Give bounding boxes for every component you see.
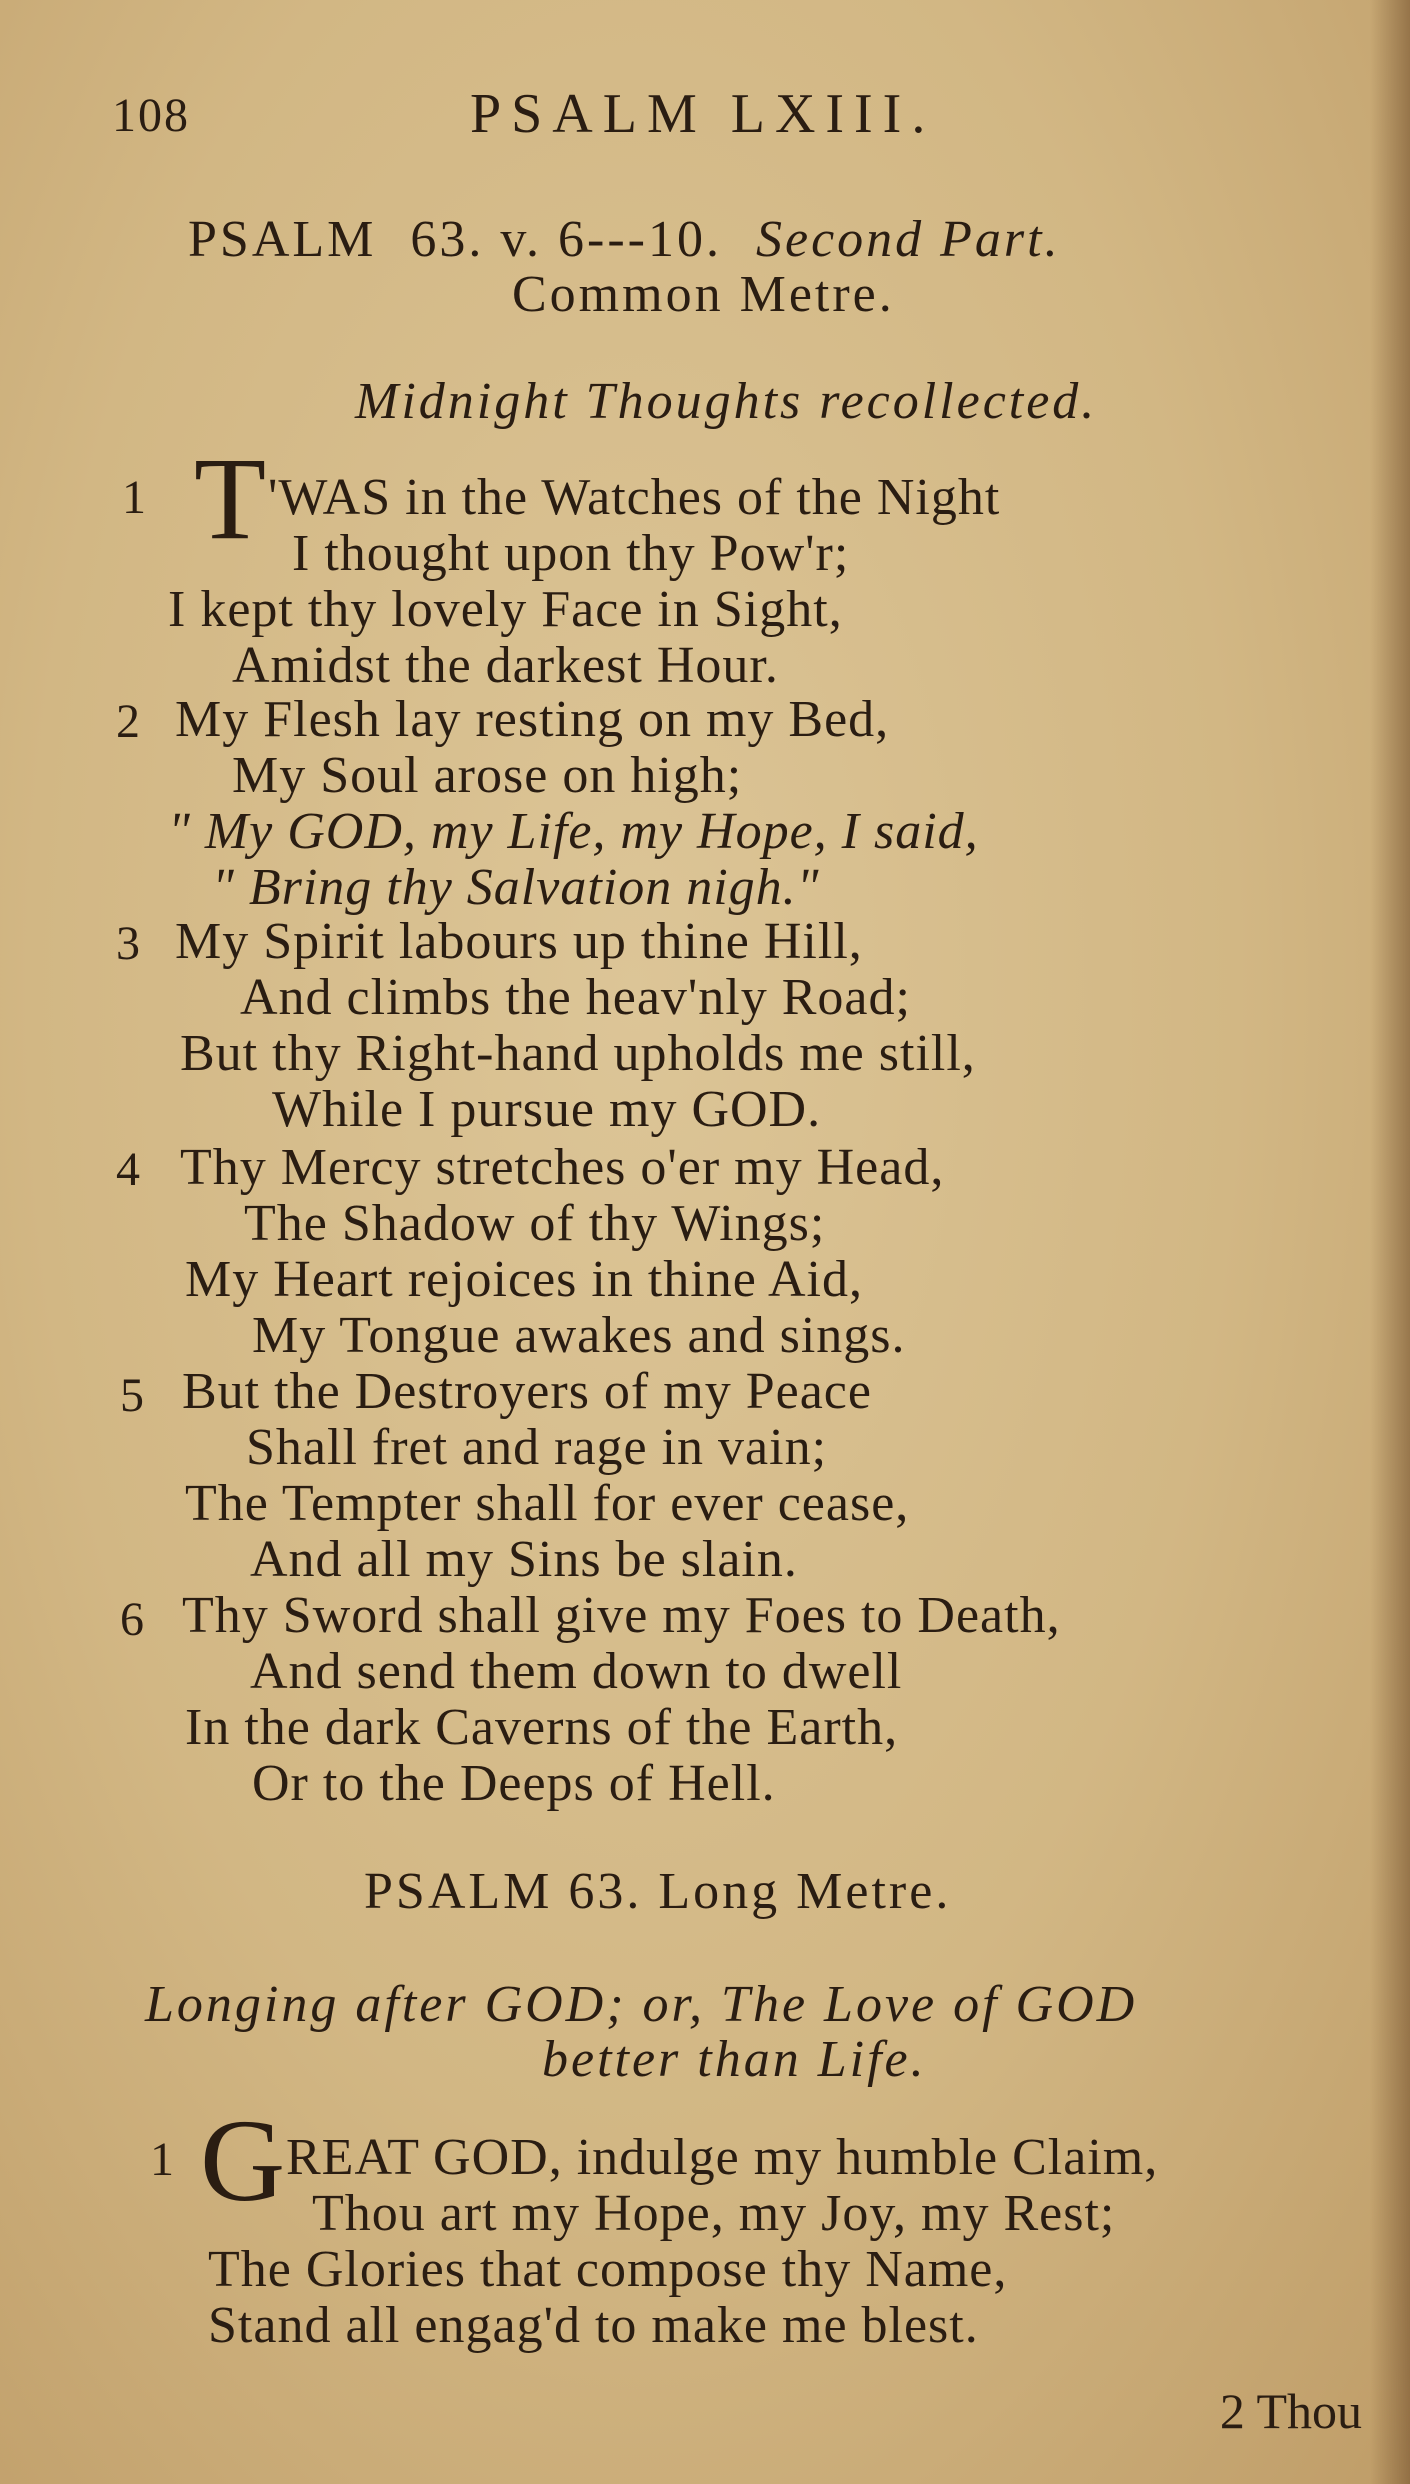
psalm-subtitle-continued: better than Life. bbox=[542, 2031, 927, 2088]
verse-line: And send them down to dwell bbox=[250, 1643, 903, 1700]
drop-cap: T bbox=[194, 433, 267, 564]
psalm-label: PSALM bbox=[188, 211, 377, 268]
verse-line: And climbs the heav'nly Road; bbox=[240, 969, 911, 1026]
verse-line: And all my Sins be slain. bbox=[250, 1531, 798, 1588]
verse-line: Thy Mercy stretches o'er my Head, bbox=[180, 1139, 945, 1196]
verse-line: Thou art my Hope, my Joy, my Rest; bbox=[312, 2185, 1116, 2242]
page-edge-shadow bbox=[1370, 0, 1410, 2484]
verse-line: 'WAS in the Watches of the Night bbox=[268, 469, 1001, 526]
psalm-heading-long-metre: PSALM 63. Long Metre. bbox=[364, 1863, 952, 1920]
verse-line: " Bring thy Salvation nigh." bbox=[212, 859, 820, 916]
verse-line: The Glories that compose thy Name, bbox=[208, 2241, 1008, 2298]
psalm-subtitle: Longing after GOD; or, The Love of GOD bbox=[145, 1976, 1138, 2033]
verse-number: 1 bbox=[122, 471, 146, 524]
verse-line: The Tempter shall for ever cease, bbox=[185, 1475, 910, 1532]
verse-line: My Tongue awakes and sings. bbox=[252, 1307, 906, 1364]
verse-line: I thought upon thy Pow'r; bbox=[292, 525, 850, 582]
psalm-heading bbox=[188, 210, 1061, 269]
verse-line: My Flesh lay resting on my Bed, bbox=[175, 691, 890, 748]
verse-line: REAT GOD, indulge my humble Claim, bbox=[286, 2129, 1159, 2186]
drop-cap: G bbox=[200, 2095, 286, 2226]
page-number: 108 bbox=[112, 89, 190, 142]
verse-line: But thy Right-hand upholds me still, bbox=[180, 1025, 976, 1082]
verse-line: Thy Sword shall give my Foes to Death, bbox=[182, 1587, 1061, 1644]
verse-line: Stand all engag'd to make me blest. bbox=[208, 2297, 979, 2354]
verse-line: My Heart rejoices in thine Aid, bbox=[185, 1251, 863, 1308]
psalm-reference: 63. v. 6---10. bbox=[410, 211, 722, 268]
verse-line: My Soul arose on high; bbox=[232, 747, 743, 804]
psalm-subtitle: Midnight Thoughts recollected. bbox=[355, 373, 1098, 430]
verse-line: I kept thy lovely Face in Sight, bbox=[168, 581, 843, 638]
verse-line: While I pursue my GOD. bbox=[272, 1081, 822, 1138]
verse-line: " My GOD, my Life, my Hope, I said, bbox=[168, 803, 979, 860]
verse-number: 3 bbox=[116, 917, 140, 970]
verse-number: 2 bbox=[116, 695, 140, 748]
metre-label: Common Metre. bbox=[512, 266, 895, 323]
verse-number: 1 bbox=[150, 2133, 174, 2186]
verse-line: Or to the Deeps of Hell. bbox=[252, 1755, 776, 1812]
catchword: 2 Thou bbox=[1219, 2383, 1362, 2439]
verse-number: 6 bbox=[120, 1593, 144, 1646]
verse-number: 5 bbox=[120, 1369, 144, 1422]
verse-line: Shall fret and rage in vain; bbox=[246, 1419, 828, 1476]
verse-line: But the Destroyers of my Peace bbox=[182, 1363, 872, 1420]
verse-line: In the dark Caverns of the Earth, bbox=[185, 1699, 899, 1756]
verse-number: 4 bbox=[116, 1143, 140, 1196]
running-title: PSALM LXIII. bbox=[470, 83, 936, 145]
verse-line: Amidst the darkest Hour. bbox=[232, 637, 779, 694]
psalm-part: Second Part. bbox=[755, 211, 1061, 268]
verse-line: My Spirit labours up thine Hill, bbox=[175, 913, 863, 970]
verse-line: The Shadow of thy Wings; bbox=[244, 1195, 826, 1252]
